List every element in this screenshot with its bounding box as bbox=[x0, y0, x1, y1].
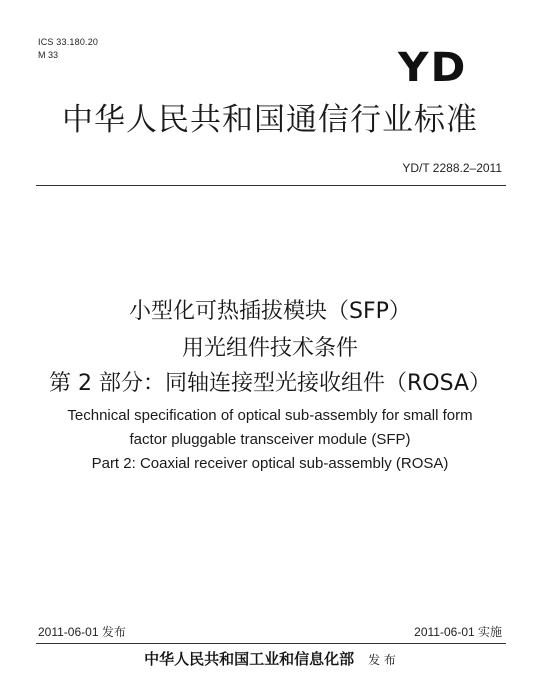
issuing-authority bbox=[0, 648, 540, 671]
issuer-name: 中华人民共和国工业和信息化部 bbox=[144, 650, 355, 668]
header-divider bbox=[36, 185, 506, 186]
chinese-title-line-3: 第 2 部分：同轴连接型光接收组件（ROSA） bbox=[48, 371, 491, 396]
classification-code: M 33 bbox=[38, 50, 59, 60]
english-title-line-3: Part 2: Coaxial receiver optical sub-assembly (ROSA) bbox=[91, 455, 449, 472]
footer-divider bbox=[36, 643, 506, 644]
standard-number: YD/T 2288.2–2011 bbox=[402, 161, 502, 175]
implementation-date: 2011-06-01 实施 bbox=[414, 625, 502, 639]
ics-code: ICS 33.180.20 bbox=[38, 37, 99, 47]
yd-logo: YD bbox=[398, 45, 468, 91]
issue-word: 发 布 bbox=[368, 653, 396, 667]
english-title-line-1: Technical specification of optical sub-assembly for small form bbox=[67, 407, 473, 424]
english-title-line-2: factor pluggable transceiver module (SFP) bbox=[129, 431, 411, 448]
chinese-title-line-1: 小型化可热插拔模块（SFP） bbox=[129, 299, 411, 324]
chinese-title-line-2: 用光组件技术条件 bbox=[181, 336, 358, 361]
standard-category-title: 中华人民共和国通信行业标准 bbox=[62, 102, 478, 138]
issue-date: 2011-06-01 发布 bbox=[38, 625, 126, 639]
